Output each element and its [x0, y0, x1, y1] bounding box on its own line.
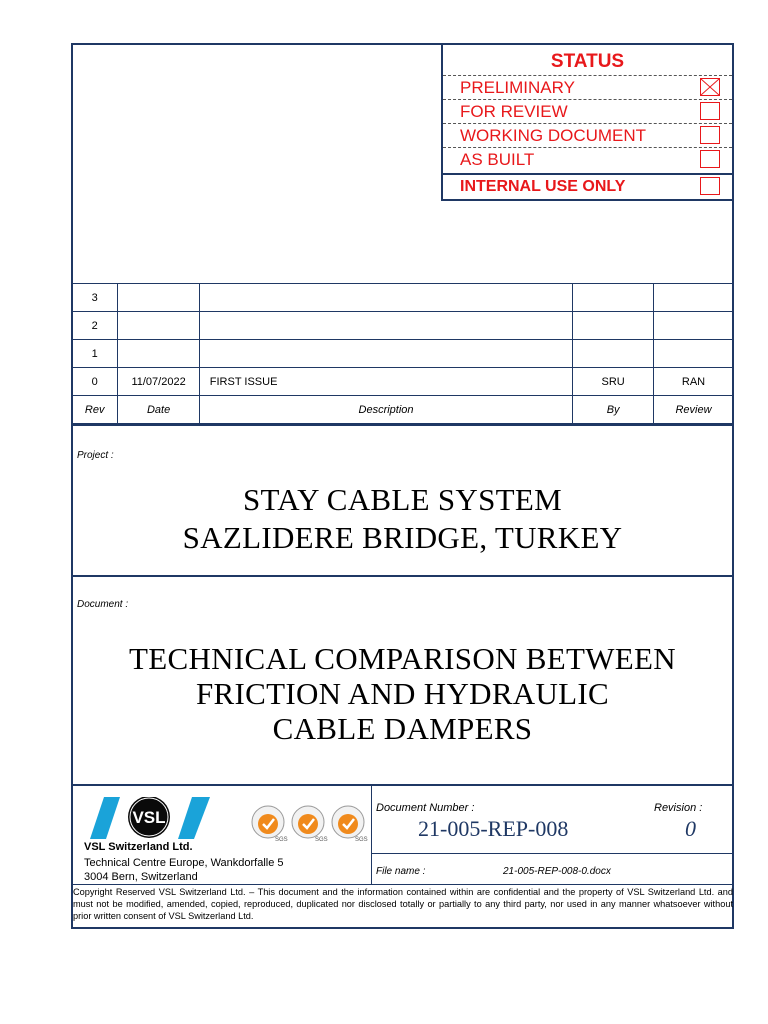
- status-row-preliminary: [443, 75, 732, 99]
- svg-text:SGS: SGS: [275, 837, 288, 842]
- status-title: STATUS: [550, 51, 625, 72]
- status-row-for-review: [443, 99, 732, 123]
- project-title: [73, 481, 732, 557]
- review-cell: RAN: [653, 368, 733, 396]
- status-label: PRELIMINARY: [460, 78, 575, 97]
- rev-cell: 1: [72, 340, 118, 368]
- table-header-row: [72, 396, 734, 424]
- review-cell: [653, 284, 733, 312]
- checkbox[interactable]: [700, 150, 720, 168]
- checkbox-checked[interactable]: [700, 78, 720, 96]
- status-label: INTERNAL USE ONLY: [460, 178, 626, 195]
- description-cell: [199, 340, 573, 368]
- rev-cell: 2: [72, 312, 118, 340]
- by-cell: [573, 312, 654, 340]
- date-cell: [118, 340, 199, 368]
- table-row: [72, 312, 734, 340]
- description-cell: FIRST ISSUE: [199, 368, 573, 396]
- header-review: Review: [653, 396, 733, 424]
- review-cell: [653, 340, 733, 368]
- revision-value: 0: [685, 816, 696, 841]
- project-title-line2: SAZLIDERE BRIDGE, TURKEY: [182, 520, 623, 555]
- footer-divider: [371, 785, 372, 885]
- status-row-working-document: [443, 123, 732, 147]
- date-cell: 11/07/2022: [118, 368, 199, 396]
- footer-divider: [71, 884, 734, 885]
- document-title-line3: CABLE DAMPERS: [272, 711, 533, 746]
- status-label: WORKING DOCUMENT: [460, 126, 647, 145]
- header-rev: Rev: [72, 396, 118, 424]
- file-name-label: File name :: [376, 866, 426, 877]
- review-cell: [653, 312, 733, 340]
- by-cell: [573, 340, 654, 368]
- table-row: [72, 368, 734, 396]
- date-cell: [118, 312, 199, 340]
- company-name: VSL Switzerland Ltd.: [84, 841, 193, 853]
- checkbox[interactable]: [700, 102, 720, 120]
- rev-cell: 3: [72, 284, 118, 312]
- rev-cell: 0: [72, 368, 118, 396]
- header-description: Description: [199, 396, 573, 424]
- document-title-line1: TECHNICAL COMPARISON BETWEEN: [129, 641, 676, 676]
- certification-icon: [252, 806, 288, 842]
- description-cell: [199, 312, 573, 340]
- revision-table: [71, 283, 734, 424]
- status-row-as-built: [443, 147, 732, 171]
- project-label: Project :: [77, 450, 114, 461]
- logo-text: VSL: [132, 808, 166, 827]
- checkbox[interactable]: [700, 126, 720, 144]
- file-name: 21-005-REP-008-0.docx: [503, 866, 611, 877]
- copyright-notice: Copyright Reserved VSL Switzerland Ltd. – This document and the information contained within are confidential and the property of VSL Switzerland Ltd. and must not be modified, amended, copied, reproduced, duplicated nor disclosed totally or partially to any third party, nor used in any manner whatsoever without prior written consent of VSL Switzerland Ltd.: [73, 887, 733, 921]
- document-number: 21-005-REP-008: [418, 816, 569, 841]
- footer-divider: [371, 853, 734, 854]
- divider: [71, 575, 734, 577]
- svg-text:SGS: SGS: [355, 837, 368, 842]
- document-number-label: Document Number :: [376, 802, 475, 814]
- header-date: Date: [118, 396, 199, 424]
- document-title-line2: FRICTION AND HYDRAULIC: [195, 676, 610, 711]
- project-title-line1: STAY CABLE SYSTEM: [243, 482, 562, 517]
- document-title: [73, 641, 732, 746]
- certification-icon: [332, 806, 368, 842]
- company-address-line2: 3004 Bern, Switzerland: [84, 871, 198, 883]
- divider: [71, 784, 734, 786]
- status-row-internal-use: [443, 173, 732, 199]
- svg-text:SGS: SGS: [315, 837, 328, 842]
- vsl-logo: [90, 797, 212, 839]
- certification-icon: [292, 806, 328, 842]
- document-label: Document :: [77, 599, 129, 610]
- checkbox[interactable]: [700, 177, 720, 195]
- date-cell: [118, 284, 199, 312]
- company-address-line1: Technical Centre Europe, Wankdorfalle 5: [84, 857, 284, 869]
- header-by: By: [573, 396, 654, 424]
- status-box: [441, 43, 734, 201]
- divider: [71, 424, 734, 426]
- certification-icons: [250, 804, 370, 842]
- by-cell: SRU: [573, 368, 654, 396]
- table-row: [72, 284, 734, 312]
- table-row: [72, 340, 734, 368]
- status-label: FOR REVIEW: [460, 102, 568, 121]
- by-cell: [573, 284, 654, 312]
- revision-label: Revision :: [654, 802, 703, 814]
- description-cell: [199, 284, 573, 312]
- status-label: AS BUILT: [460, 150, 535, 169]
